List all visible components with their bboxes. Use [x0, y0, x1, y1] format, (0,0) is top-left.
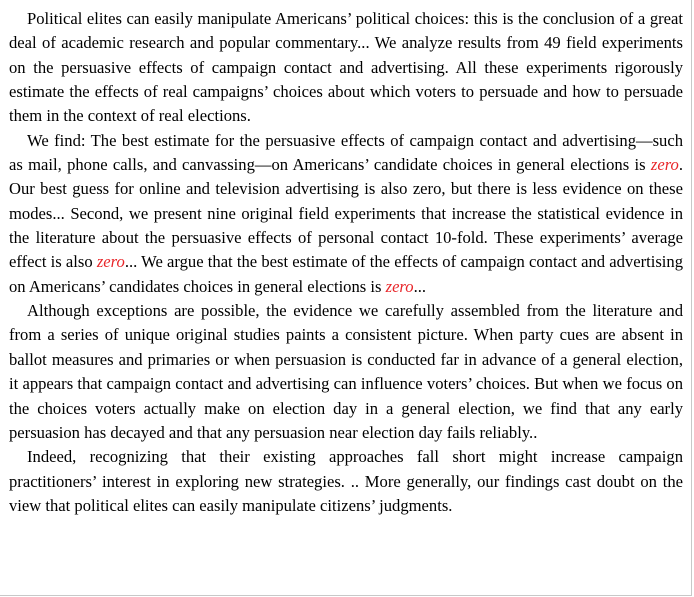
emphasis-zero-1: zero — [650, 155, 679, 175]
paragraph-2-text-c: ... We argue that the best estimate of the effects of campaign contact and advertising on Americans’ candidates choices in general elections is — [9, 252, 684, 296]
paragraph-1 — [9, 7, 683, 129]
emphasis-zero-2: zero — [96, 252, 125, 272]
paragraph-2-text-b: . Our best guess for online and television advertising is also zero, but there is less evidence on these modes... Second, we present nine original field experiments that increase the statistical evidence in the literature about the persuasive effects of personal contact 10-fold. These experiments’ average effect is also — [9, 155, 683, 272]
paragraph-4 — [9, 445, 683, 518]
paragraph-2-text-d: ... — [413, 276, 427, 296]
paragraph-4-text: Indeed, recognizing that their existing approaches fall short might increase campaign practitioners’ interest in exploring new strategies. .. More generally, our findings cast doubt on the view that political elites can easily manipulate citizens’ judgments. — [9, 447, 683, 515]
paragraph-2 — [9, 129, 683, 299]
emphasis-zero-3: zero — [385, 276, 414, 296]
paragraph-3 — [9, 299, 683, 445]
paragraph-3-text: Although exceptions are possible, the evidence we carefully assembled from the literature and from a series of unique original studies paints a consistent picture. When party cues are absent in ballot measures and primaries or when persuasion is conducted far in advance of a general election, it appears that campaign contact and advertising can influence voters’ choices. But when we focus on the choices voters actually make on election day in a general election, we find that any early persuasion has decayed and that any persuasion near election day fails reliably.. — [9, 301, 683, 442]
paragraph-2-text-a: We find: The best estimate for the persuasive effects of campaign contact and advertising—such as mail, phone calls, and canvassing—on Americans’ candidate choices in general elections is — [9, 130, 683, 175]
paragraph-1-text: Political elites can easily manipulate Americans’ political choices: this is the conclusion of a great deal of academic research and popular commentary... We analyze results from 49 field experiments on the persuasive effects of campaign contact and advertising. All these experiments rigorously estimate the effects of real campaigns’ choices about which voters to persuade and how to persuade them in the context of real elections. — [9, 9, 683, 126]
